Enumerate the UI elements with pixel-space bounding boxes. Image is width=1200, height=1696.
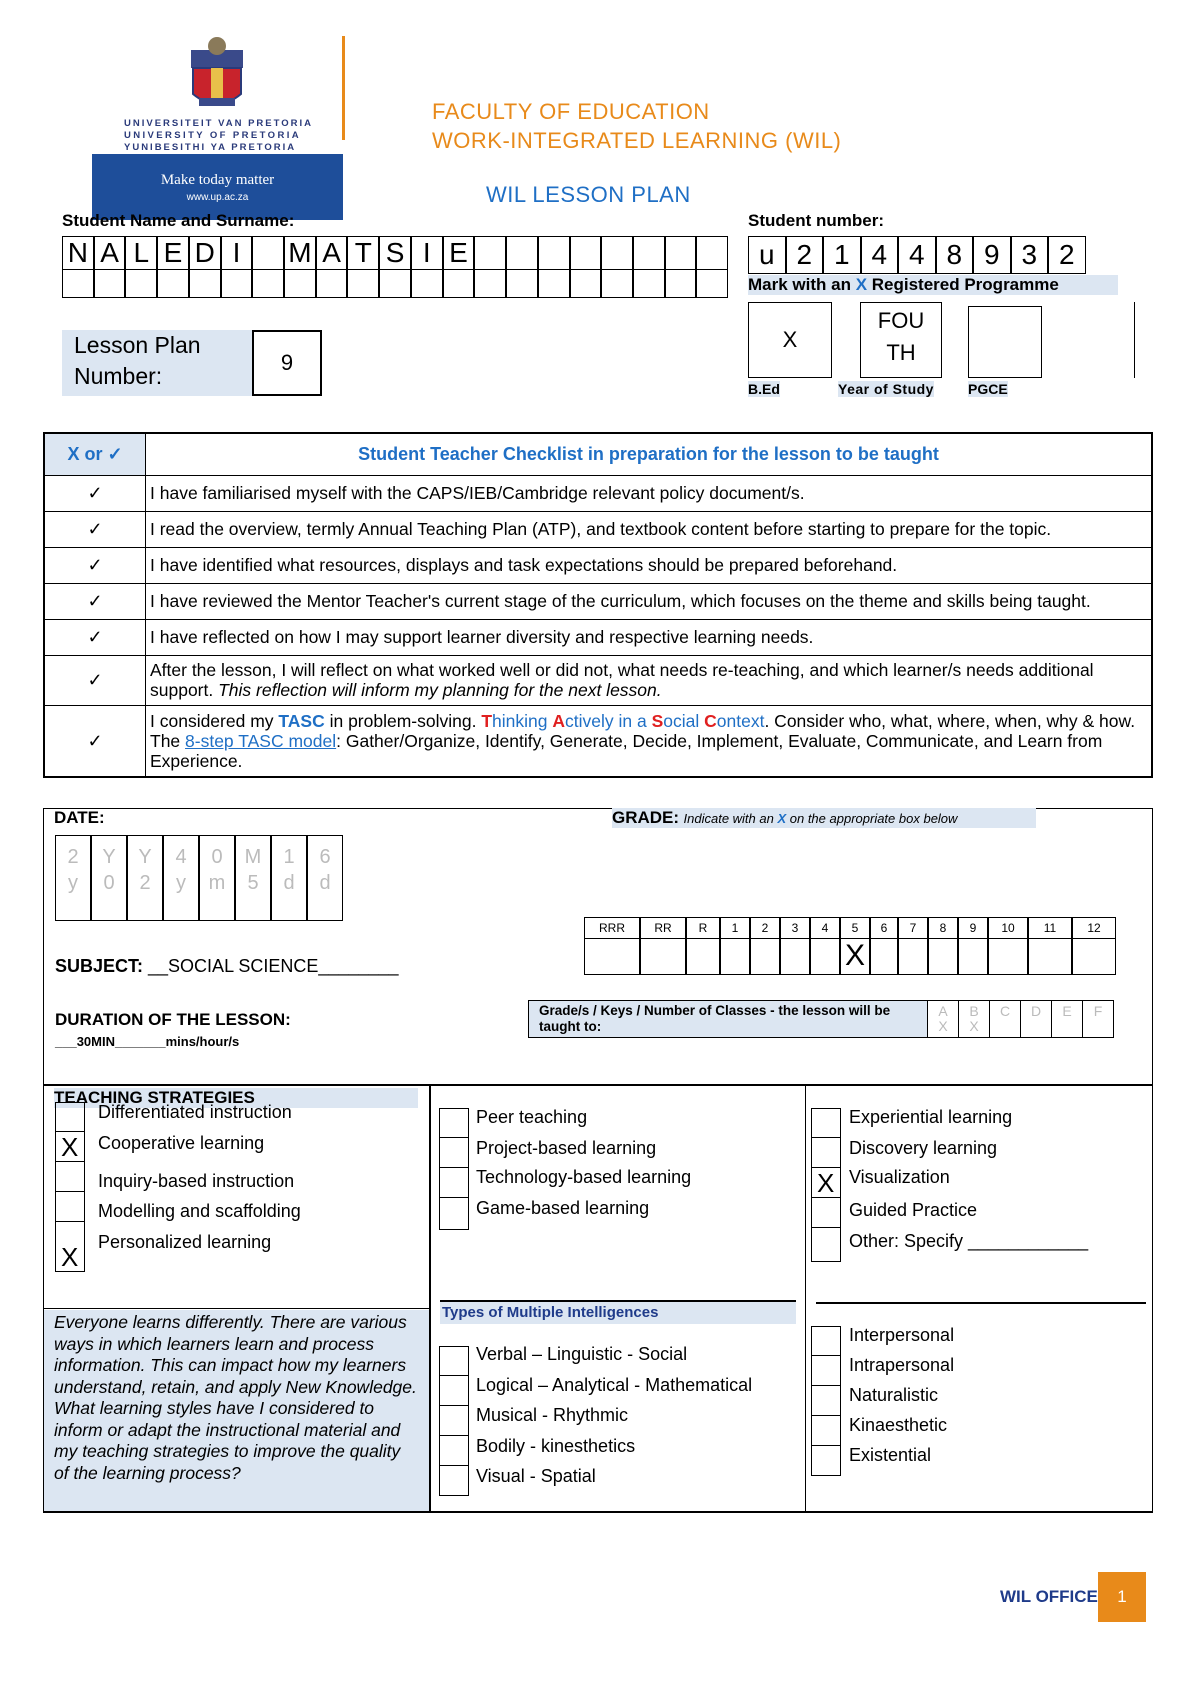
tasc-part: in problem-solving.	[324, 710, 482, 731]
strategy-label: Peer teaching	[476, 1107, 588, 1127]
name-letter-cell[interactable]	[411, 270, 443, 298]
name-letter-cell[interactable]	[696, 236, 728, 270]
table-row	[44, 475, 1152, 511]
intelligence-checkbox[interactable]	[811, 1386, 841, 1416]
date-cell[interactable]	[127, 835, 163, 921]
strategy-checkbox[interactable]	[439, 1138, 469, 1168]
mi-title-bar	[440, 1300, 796, 1324]
pgce-checkbox[interactable]	[968, 306, 1042, 378]
programme-label	[748, 275, 1118, 295]
name-letter-cell[interactable]: I	[411, 236, 443, 270]
date-cell[interactable]	[163, 835, 199, 921]
strategy-checkbox[interactable]	[55, 1132, 85, 1162]
class-cell[interactable]	[990, 1000, 1021, 1038]
grade-checkbox[interactable]	[750, 939, 780, 975]
student-name-label: Student Name and Surname:	[62, 211, 295, 230]
checklist-text: I have familiarised myself with the CAPS/IEB/Cambridge relevant policy document/s.	[146, 475, 1153, 511]
date-cell[interactable]	[199, 835, 235, 921]
university-name-line3: YUNIBESITHI YA PRETORIA	[124, 142, 297, 153]
date-char: d	[319, 872, 331, 894]
class-char: X	[938, 1018, 948, 1034]
mi-title: Types of Multiple Intelligences	[442, 1304, 659, 1321]
checklist-text-main: After the lesson, I will reflect on what worked well or did not, what needs re-teaching, and which learner/s needs additional support.	[150, 660, 1094, 700]
duration-label: DURATION OF THE LESSON:	[55, 1010, 291, 1029]
student-number-grid[interactable]	[748, 236, 1086, 274]
date-char: 1	[283, 846, 295, 868]
name-letter-cell[interactable]	[538, 236, 570, 270]
intelligence-label: Verbal – Linguistic - Social	[476, 1344, 688, 1364]
student-number-cell[interactable]: 4	[898, 236, 936, 274]
strategy-label: Modelling and scaffolding	[98, 1201, 301, 1221]
name-letter-cell[interactable]: A	[316, 236, 348, 270]
subject-label: SUBJECT:	[55, 956, 144, 976]
intelligence-label: Visual - Spatial	[476, 1466, 596, 1486]
checklist-mark[interactable]: ✓	[44, 655, 146, 705]
grade-checkbox[interactable]: X	[840, 939, 870, 975]
date-cell[interactable]	[55, 835, 91, 921]
strategy-label: Other: Specify ____________	[849, 1231, 1089, 1251]
class-char: F	[1093, 1003, 1103, 1019]
table-row	[44, 655, 1152, 705]
bed-checkbox[interactable]	[748, 302, 832, 378]
table-row	[44, 705, 1152, 777]
programme-label-x: X	[855, 275, 868, 294]
checklist-mark[interactable]: ✓	[44, 583, 146, 619]
checklist-table	[43, 432, 1153, 778]
checklist-text-italic: This reflection will inform my planning for the next lesson.	[218, 680, 662, 700]
header-divider	[342, 36, 345, 140]
checklist-mark[interactable]: ✓	[44, 619, 146, 655]
intelligence-label: Kinaesthetic	[849, 1415, 948, 1435]
strategy-label: Discovery learning	[849, 1138, 998, 1158]
programme-label-post: Registered Programme	[867, 275, 1059, 294]
class-cell[interactable]	[1052, 1000, 1083, 1038]
grade-header-cell: RRR	[584, 917, 640, 939]
grade-header-cell: 3	[780, 917, 810, 939]
strategy-label: Game-based learning	[476, 1198, 650, 1218]
intelligence-label: Logical – Analytical - Mathematical	[476, 1374, 753, 1395]
university-name-line1: UNIVERSITEIT VAN PRETORIA	[124, 118, 313, 129]
crest-icon	[185, 36, 249, 116]
intelligence-checkbox[interactable]	[439, 1346, 469, 1376]
name-letter-cell[interactable]	[665, 270, 697, 298]
tasc-part: ctively in a	[565, 710, 652, 731]
pgce-label: PGCE	[968, 381, 1008, 397]
tasc-text	[146, 705, 1153, 777]
strategy-label: Differentiated instruction	[98, 1102, 292, 1122]
checklist-mark[interactable]: ✓	[44, 511, 146, 547]
grade-checkbox[interactable]	[958, 939, 988, 975]
classes-grid[interactable]	[928, 1000, 1114, 1038]
name-letter-cell[interactable]: L	[125, 236, 157, 270]
intelligence-checkbox[interactable]	[439, 1466, 469, 1496]
strategy-label: Cooperative learning	[98, 1133, 265, 1153]
checklist-mark[interactable]: ✓	[44, 475, 146, 511]
class-char: E	[1062, 1003, 1072, 1019]
student-number-cell[interactable]: u	[748, 236, 786, 274]
date-char: Y	[102, 846, 116, 868]
subject-value[interactable]: __SOCIAL SCIENCE________	[148, 956, 399, 976]
checklist-text: I have reflected on how I may support learner diversity and respective learning needs.	[146, 619, 1153, 655]
strategy-checkbox[interactable]	[811, 1108, 841, 1138]
tasc-letter: C	[704, 710, 717, 731]
intelligence-label: Existential	[849, 1445, 932, 1465]
name-letter-cell[interactable]	[94, 270, 126, 298]
programme-label-pre: Mark with an	[748, 275, 856, 294]
strategy-checkbox[interactable]	[439, 1198, 469, 1230]
grade-header-cell: 11	[1028, 917, 1072, 939]
date-char: 6	[319, 846, 331, 868]
name-letter-cell[interactable]	[379, 270, 411, 298]
class-char: X	[969, 1018, 979, 1034]
name-letter-cell[interactable]: T	[347, 236, 379, 270]
strategy-label: Inquiry-based instruction	[98, 1171, 295, 1191]
intelligence-label: Intrapersonal	[849, 1355, 955, 1375]
footer-office: WIL OFFICE	[1000, 1587, 1098, 1606]
grade-header-cell: 5	[840, 917, 870, 939]
strategy-checkbox[interactable]	[439, 1108, 469, 1138]
checklist-head-title: Student Teacher Checklist in preparation for the lesson to be taught	[146, 433, 1153, 475]
class-cell[interactable]	[959, 1000, 990, 1038]
tasc-letter: A	[552, 710, 566, 731]
tasc-part: . Consider who, what, where, when, why & how. The	[150, 710, 1136, 751]
grade-checkbox[interactable]	[870, 939, 898, 975]
student-number-cell[interactable]: 2	[786, 236, 824, 274]
table-row	[44, 511, 1152, 547]
strategy-checkbox[interactable]	[55, 1162, 85, 1192]
checklist-text: I have reviewed the Mentor Teacher's current stage of the curriculum, which focuses on the theme and skills being taught.	[146, 583, 1153, 619]
intelligence-checkbox[interactable]	[811, 1416, 841, 1446]
strategy-checkbox[interactable]	[811, 1168, 841, 1198]
date-char: y	[176, 872, 186, 894]
grade-header-cell: 9	[958, 917, 988, 939]
table-row	[44, 547, 1152, 583]
name-letter-cell[interactable]	[62, 270, 94, 298]
university-name-line2: UNIVERSITY OF PRETORIA	[124, 130, 302, 141]
grade-header-cell: 4	[810, 917, 840, 939]
intelligence-label: Interpersonal	[849, 1325, 955, 1345]
intelligence-checkbox[interactable]	[439, 1406, 469, 1436]
name-letter-cell[interactable]	[252, 236, 284, 270]
grade-checkbox[interactable]	[720, 939, 750, 975]
checklist-head-mark: X or ✓	[44, 433, 146, 475]
grade-header-cell: 10	[988, 917, 1028, 939]
grade-grid[interactable]	[584, 917, 1116, 975]
student-number-cell[interactable]: 1	[823, 236, 861, 274]
name-letter-cell[interactable]	[570, 270, 602, 298]
name-letter-cell[interactable]	[601, 270, 633, 298]
grade-checkbox[interactable]	[640, 939, 686, 975]
name-letter-cell[interactable]: E	[443, 236, 475, 270]
grade-checkbox[interactable]	[686, 939, 720, 975]
class-cell[interactable]	[1083, 1000, 1114, 1038]
grade-checkbox[interactable]	[780, 939, 810, 975]
grade-checkbox[interactable]	[1028, 939, 1072, 975]
year-of-study-value: FOU TH	[877, 308, 925, 365]
student-number-cell[interactable]: 3	[1011, 236, 1049, 274]
intelligence-label: Naturalistic	[849, 1385, 939, 1405]
tasc-part: : Gather/Organize, Identify, Generate, Decide, Implement, Evaluate, Communicate, and Learn from Experience.	[150, 730, 1103, 771]
strategy-label: Experiential learning	[849, 1107, 1013, 1127]
grade-header-cell: 8	[928, 917, 958, 939]
strategy-mark: X	[61, 1242, 79, 1272]
intelligence-checkbox[interactable]	[439, 1436, 469, 1466]
year-of-study-label: Year of Study	[838, 381, 934, 397]
grade-header-cell: R	[686, 917, 720, 939]
grade-hint-pre: Indicate with an	[683, 811, 778, 826]
programme-right-line	[1134, 302, 1135, 378]
name-letter-cell[interactable]: N	[62, 236, 94, 270]
strategies-divider-1	[429, 1086, 431, 1513]
name-letter-cell[interactable]	[221, 270, 253, 298]
faculty-title: FACULTY OF EDUCATION	[432, 99, 710, 124]
date-char: m	[208, 872, 226, 894]
grade-label-row	[612, 808, 1036, 828]
website-text: www.up.ac.za	[186, 192, 249, 203]
page-number: 1	[1117, 1587, 1127, 1606]
date-char: Y	[138, 846, 152, 868]
date-char: 4	[175, 846, 187, 868]
grade-checkbox[interactable]	[928, 939, 958, 975]
name-letter-cell[interactable]	[538, 270, 570, 298]
wil-title: WORK-INTEGRATED LEARNING (WIL)	[432, 128, 842, 153]
tasc-part: ocial	[663, 710, 705, 731]
name-letter-cell[interactable]	[633, 270, 665, 298]
name-letter-cell[interactable]	[347, 270, 379, 298]
checklist-header	[44, 433, 1152, 475]
date-char: y	[68, 872, 78, 894]
name-letter-cell[interactable]: D	[189, 236, 221, 270]
col3-separator	[816, 1302, 1146, 1304]
bed-mark: X	[782, 327, 798, 352]
name-letter-cell[interactable]: I	[221, 236, 253, 270]
strategy-checkbox[interactable]	[55, 1222, 85, 1272]
date-char: M	[244, 846, 262, 868]
name-letter-cell[interactable]	[157, 270, 189, 298]
classes-label: Grade/s / Keys / Number of Classes - the lesson will be taught to:	[528, 1000, 928, 1038]
grade-header-cell: 1	[720, 917, 750, 939]
date-char: d	[283, 872, 295, 894]
lesson-plan-title: WIL LESSON PLAN	[486, 182, 691, 207]
year-of-study-box[interactable]	[860, 302, 942, 378]
name-letter-cell[interactable]: A	[94, 236, 126, 270]
student-number-label: Student number:	[748, 211, 884, 230]
grade-checkbox[interactable]	[988, 939, 1028, 975]
class-char: C	[999, 1003, 1011, 1019]
name-letter-cell[interactable]	[570, 236, 602, 270]
name-letter-cell[interactable]: M	[284, 236, 316, 270]
name-letter-cell[interactable]	[601, 236, 633, 270]
date-grid[interactable]	[55, 835, 343, 921]
strategy-checkbox[interactable]	[811, 1228, 841, 1262]
grade-checkbox[interactable]	[898, 939, 928, 975]
name-letter-cell[interactable]: E	[157, 236, 189, 270]
strategy-mark: X	[817, 1168, 835, 1198]
student-number-cell[interactable]: 9	[973, 236, 1011, 274]
slogan-text: Make today matter	[160, 172, 275, 188]
grade-checkbox[interactable]	[584, 939, 640, 975]
name-letter-cell[interactable]	[252, 270, 284, 298]
tasc-word: TASC	[278, 710, 325, 731]
grade-checkbox[interactable]	[810, 939, 840, 975]
grade-header-cell: 7	[898, 917, 928, 939]
name-letter-cell[interactable]	[443, 270, 475, 298]
student-name-grid[interactable]	[62, 236, 728, 298]
table-row	[44, 583, 1152, 619]
tasc-letter: S	[651, 710, 664, 731]
strategy-checkbox[interactable]	[439, 1168, 469, 1198]
date-cell[interactable]	[271, 835, 307, 921]
name-letter-cell[interactable]	[474, 236, 506, 270]
strategies-divider-2	[805, 1086, 806, 1513]
class-char: D	[1030, 1003, 1042, 1019]
strategy-label: Guided Practice	[849, 1200, 978, 1220]
student-number-cell[interactable]: 2	[1048, 236, 1086, 274]
intelligence-checkbox[interactable]	[811, 1356, 841, 1386]
name-letter-cell[interactable]	[665, 236, 697, 270]
duration-value[interactable]: ___30MIN_______mins/hour/s	[55, 1034, 240, 1049]
date-cell[interactable]	[307, 835, 343, 921]
checklist-text: I read the overview, termly Annual Teaching Plan (ATP), and textbook content before starting to prepare for the topic.	[146, 511, 1153, 547]
name-letter-cell[interactable]	[696, 270, 728, 298]
strategy-checkbox[interactable]	[55, 1102, 85, 1132]
date-char: 0	[103, 872, 115, 894]
strategy-label: Visualization	[849, 1167, 950, 1187]
bed-label: B.Ed	[748, 381, 780, 397]
name-letter-cell[interactable]	[316, 270, 348, 298]
strategy-label: Technology-based learning	[476, 1167, 692, 1187]
name-letter-cell[interactable]: S	[379, 236, 411, 270]
tasc-part: I considered my	[150, 710, 279, 731]
tasc-letter: T	[481, 710, 493, 731]
class-cell[interactable]	[1021, 1000, 1052, 1038]
date-char: 2	[139, 872, 151, 894]
intelligence-checkbox[interactable]	[811, 1326, 841, 1356]
grade-header-cell: 6	[870, 917, 898, 939]
date-char: 0	[211, 846, 223, 868]
date-char: 2	[67, 846, 79, 868]
tasc-part: ontext	[716, 710, 765, 731]
strategy-checkbox[interactable]	[811, 1138, 841, 1168]
name-letter-cell[interactable]	[633, 236, 665, 270]
intelligence-label: Bodily - kinesthetics	[476, 1435, 636, 1456]
name-letter-cell[interactable]	[506, 236, 538, 270]
checklist-mark[interactable]: ✓	[44, 547, 146, 583]
date-char: 5	[247, 872, 259, 894]
grade-label: GRADE:	[612, 808, 680, 827]
date-cell[interactable]	[235, 835, 271, 921]
checklist-text: I have identified what resources, displays and task expectations should be prepared beforehand.	[146, 547, 1153, 583]
grade-header-cell: 12	[1072, 917, 1116, 939]
grade-hint-x: X	[777, 811, 787, 826]
strategies-title: TEACHING STRATEGIES	[54, 1088, 418, 1108]
grade-checkbox[interactable]	[1072, 939, 1116, 975]
subject-row	[55, 956, 399, 977]
class-cell[interactable]	[928, 1000, 959, 1038]
lesson-plan-number-box[interactable]	[252, 330, 322, 396]
checklist-mark[interactable]: ✓	[44, 705, 146, 777]
name-letter-cell[interactable]	[474, 270, 506, 298]
lesson-plan-number-text: Lesson Plan Number:	[74, 332, 201, 389]
class-char: A	[938, 1003, 948, 1019]
reflection-text: Everyone learns differently. There are various ways in which learners learn and process information. This can impact how my learners understand, retain, and apply New Knowledge. What learning styles have I considered to inform or adapt the instructional material and my teaching strategies to improve the quality of the learning process?	[44, 1310, 429, 1511]
name-letter-cell[interactable]	[125, 270, 157, 298]
tasc-model-link[interactable]: 8-step TASC model	[185, 730, 337, 751]
class-char: B	[969, 1003, 979, 1019]
strategy-label: Project-based learning	[476, 1138, 657, 1158]
name-letter-cell[interactable]	[189, 270, 221, 298]
grade-hint-post: on the appropriate box below	[786, 811, 958, 826]
intelligence-label: Musical - Rhythmic	[476, 1405, 629, 1425]
grade-header-cell: 2	[750, 917, 780, 939]
student-number-cell[interactable]: 4	[861, 236, 899, 274]
name-letter-cell[interactable]	[506, 270, 538, 298]
col1-bottom-line	[43, 1308, 430, 1309]
grade-hint	[684, 811, 958, 826]
checklist-text	[146, 655, 1153, 705]
lesson-plan-number-value: 9	[280, 350, 294, 375]
intelligence-checkbox[interactable]	[439, 1376, 469, 1406]
page-number-badge	[1098, 1572, 1146, 1622]
strategy-checkbox[interactable]	[811, 1198, 841, 1228]
tasc-part: hinking	[492, 710, 553, 731]
strategy-checkbox[interactable]	[55, 1192, 85, 1222]
strategy-label: Personalized learning	[98, 1232, 272, 1252]
date-cell[interactable]	[91, 835, 127, 921]
student-number-cell[interactable]: 8	[936, 236, 974, 274]
date-label: DATE:	[54, 808, 105, 827]
name-letter-cell[interactable]	[284, 270, 316, 298]
table-row	[44, 619, 1152, 655]
grade-header-cell: RR	[640, 917, 686, 939]
university-logo	[90, 30, 345, 220]
intelligence-checkbox[interactable]	[811, 1446, 841, 1476]
strategy-mark: X	[61, 1132, 79, 1162]
lesson-plan-number-label	[62, 330, 252, 396]
